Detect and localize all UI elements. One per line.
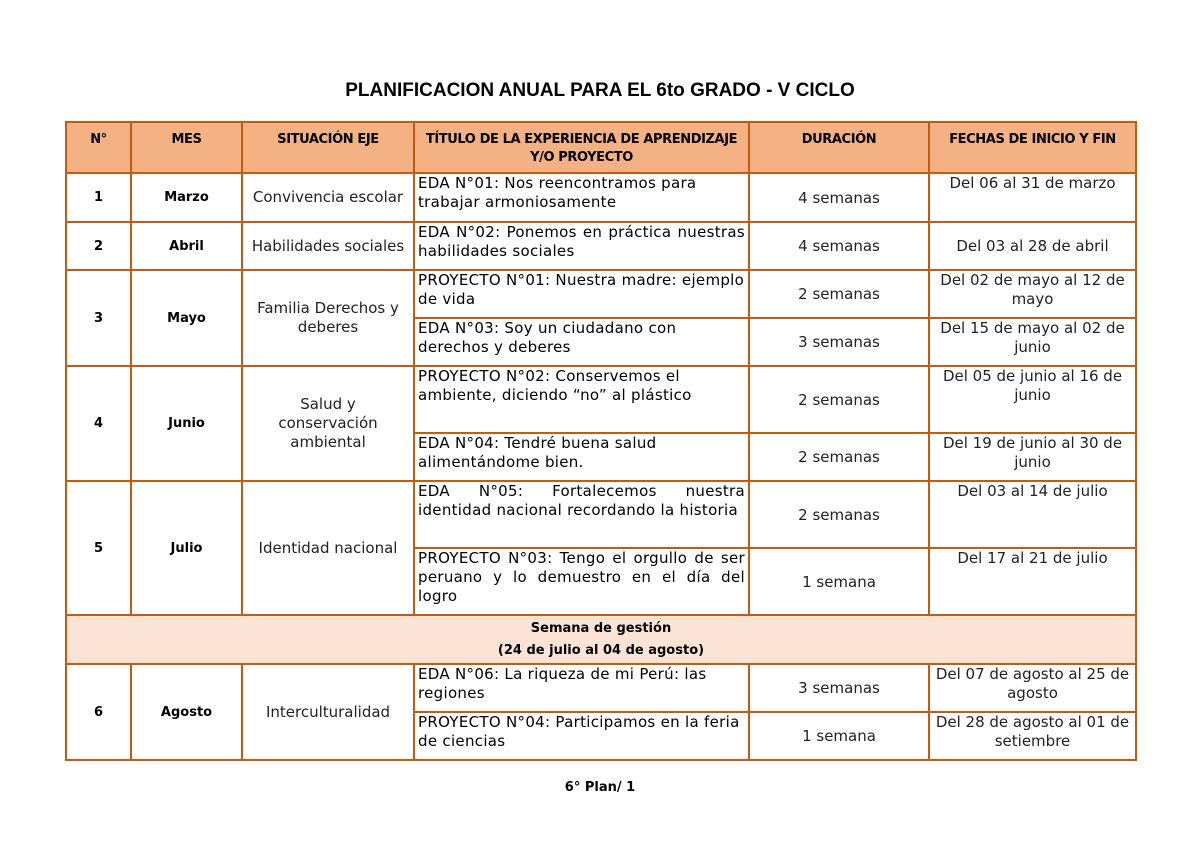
- row-number: 2: [66, 222, 131, 270]
- month-cell: Abril: [131, 222, 242, 270]
- dates-cell: Del 03 al 28 de abril: [929, 222, 1136, 270]
- month-cell: Julio: [131, 481, 242, 615]
- gestion-label: Semana de gestión: [530, 620, 672, 636]
- header-row: [66, 122, 1136, 173]
- table-row: [66, 173, 1136, 222]
- dates-cell: Del 07 de agosto al 25 de agosto: [929, 664, 1136, 712]
- duration-cell: 2 semanas: [749, 270, 929, 318]
- situation-cell: Convivencia escolar: [242, 173, 414, 222]
- row-number: 3: [66, 270, 131, 366]
- gestion-row: [66, 615, 1136, 664]
- table-row: [66, 664, 1136, 712]
- month-cell: Agosto: [131, 664, 242, 760]
- experience-title: EDA N°03: Soy un ciudadano con derechos y deberes: [414, 318, 749, 366]
- experience-title: EDA N°04: Tendré buena salud alimentándome bien.: [414, 433, 749, 481]
- experience-title: PROYECTO N°01: Nuestra madre: ejemplo de vida: [414, 270, 749, 318]
- dates-cell: Del 19 de junio al 30 de junio: [929, 433, 1136, 481]
- dates-cell: Del 02 de mayo al 12 de mayo: [929, 270, 1136, 318]
- page-title: PLANIFICACION ANUAL PARA EL 6to GRADO - V CICLO: [345, 80, 855, 101]
- experience-title: PROYECTO N°02: Conservemos el ambiente, diciendo “no” al plástico: [414, 366, 749, 433]
- row-number: 6: [66, 664, 131, 760]
- dates-cell: Del 15 de mayo al 02 de junio: [929, 318, 1136, 366]
- table-row: [66, 270, 1136, 318]
- gestion-dates: (24 de julio al 04 de agosto): [497, 642, 705, 658]
- month-cell: Mayo: [131, 270, 242, 366]
- experience-title: EDA N°06: La riqueza de mi Perú: las regiones: [414, 664, 749, 712]
- experience-title: EDA N°01: Nos reencontramos para trabajar armoniosamente: [414, 173, 749, 222]
- experience-title: EDA N°02: Ponemos en práctica nuestras habilidades sociales: [414, 222, 749, 270]
- header-num: N°: [66, 122, 131, 173]
- situation-cell: Habilidades sociales: [242, 222, 414, 270]
- duration-cell: 4 semanas: [749, 222, 929, 270]
- situation-cell: Familia Derechos y deberes: [242, 270, 414, 366]
- duration-cell: 4 semanas: [749, 173, 929, 222]
- table-row: [66, 366, 1136, 433]
- month-cell: Marzo: [131, 173, 242, 222]
- header-titulo: TÍTULO DE LA EXPERIENCIA DE APRENDIZAJE Y/O PROYECTO: [414, 122, 749, 173]
- header-mes: MES: [131, 122, 242, 173]
- planning-table: [65, 121, 1137, 761]
- page-footer: 6° Plan/ 1: [564, 780, 636, 795]
- situation-cell: Identidad nacional: [242, 481, 414, 615]
- table-row: [66, 222, 1136, 270]
- dates-cell: Del 28 de agosto al 01 de setiembre: [929, 712, 1136, 760]
- header-situacion: SITUACIÓN EJE: [242, 122, 414, 173]
- situation-cell: Salud y conservación ambiental: [242, 366, 414, 481]
- experience-title: EDA N°05: Fortalecemos nuestra identidad nacional recordando la historia: [414, 481, 749, 548]
- month-cell: Junio: [131, 366, 242, 481]
- table-row: [66, 481, 1136, 548]
- row-number: 4: [66, 366, 131, 481]
- dates-cell: Del 17 al 21 de julio: [929, 548, 1136, 615]
- duration-cell: 2 semanas: [749, 481, 929, 548]
- header-duracion: DURACIÓN: [749, 122, 929, 173]
- experience-title: PROYECTO N°03: Tengo el orgullo de ser peruano y lo demuestro en el día del logro: [414, 548, 749, 615]
- duration-cell: 3 semanas: [749, 318, 929, 366]
- dates-cell: Del 06 al 31 de marzo: [929, 173, 1136, 222]
- duration-cell: 2 semanas: [749, 366, 929, 433]
- duration-cell: 1 semana: [749, 548, 929, 615]
- dates-cell: Del 05 de junio al 16 de junio: [929, 366, 1136, 433]
- duration-cell: 3 semanas: [749, 664, 929, 712]
- experience-title: PROYECTO N°04: Participamos en la feria de ciencias: [414, 712, 749, 760]
- situation-cell: Interculturalidad: [242, 664, 414, 760]
- header-fechas: FECHAS DE INICIO Y FIN: [929, 122, 1136, 173]
- duration-cell: 1 semana: [749, 712, 929, 760]
- duration-cell: 2 semanas: [749, 433, 929, 481]
- row-number: 1: [66, 173, 131, 222]
- row-number: 5: [66, 481, 131, 615]
- dates-cell: Del 03 al 14 de julio: [929, 481, 1136, 548]
- gestion-cell: [66, 615, 1136, 664]
